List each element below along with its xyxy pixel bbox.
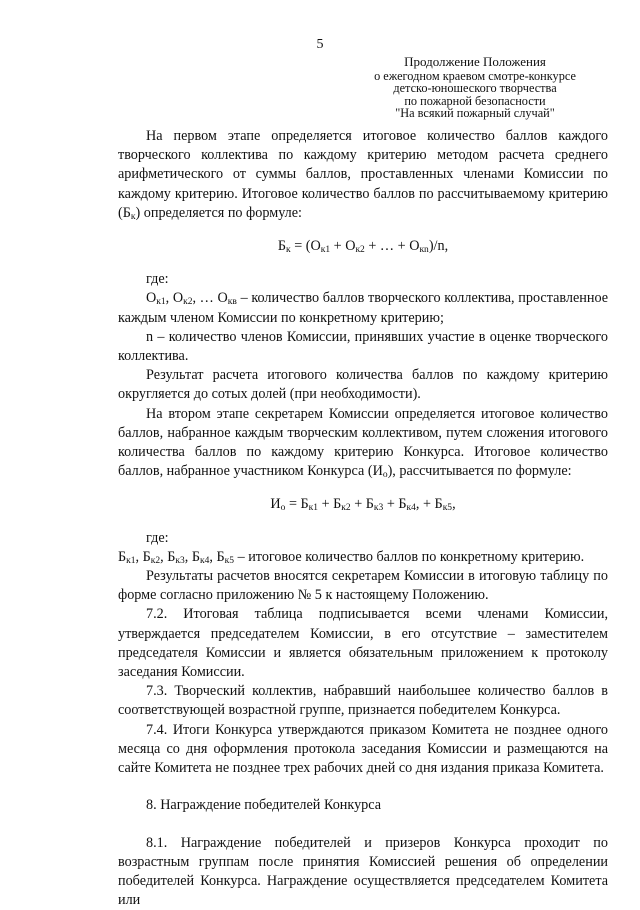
- header-line: "На всякий пожарный случай": [330, 107, 620, 119]
- header-line: детско-юношеского творчества: [330, 82, 620, 94]
- formula-total: $И_о = Б_{к1} + Б_{к2} + Б_{к3} + Б_{к4}$, + $Б_{к5}$,: [118, 495, 608, 514]
- paragraph: 7.3. Творческий коллектив, набравший наибольшее количество баллов в соответствующей возрастной группе, признается победителем Конкурса.: [118, 682, 608, 720]
- document-header: [330, 55, 620, 119]
- header-line: по пожарной безопасности: [330, 95, 620, 107]
- paragraph: 7.4. Итоги Конкурса утверждаются приказом Комитета не позднее одного месяца со дня оформления протокола заседания Комиссии и размещаются на сайте Комитета не позднее трех рабочих дней со дня издания приказа Комитета.: [118, 721, 608, 779]
- header-line: о ежегодном краевом смотре-конкурсе: [330, 70, 620, 82]
- header-line: Продолжение Положения: [330, 55, 620, 69]
- page-number: 5: [0, 37, 640, 53]
- where-label: где:: [118, 529, 608, 548]
- paragraph: Результаты расчетов вносятся секретарем Комиссии в итоговую таблицу по форме согласно приложению № 5 к настоящему Положению.: [118, 567, 608, 605]
- paragraph: Результат расчета итогового количества баллов по каждому критерию округляется до сотых долей (при необходимости).: [118, 366, 608, 404]
- formula-criterion: $Б_к = (О_{к1} + О_{к2}$ + … + $О_{кn})/n$,: [118, 237, 608, 256]
- paragraph: На втором этапе секретарем Комиссии определяется итоговое количество баллов, набранное каждым творческим коллективом, путем сложения итогового количества баллов по каждому критерию Конкурса. Итоговое количество баллов, набранное участником Конкурса $(И_о)$, рассчитывается по формуле:: [118, 405, 608, 482]
- document-body: [118, 127, 608, 910]
- paragraph: На первом этапе определяется итоговое количество баллов каждого творческого коллектива по каждому критерию методом расчета среднего арифметического от суммы баллов, проставленных членами Комиссии по каждому критерию. Итоговое количество баллов по рассчитываемому критерию $(Б_к)$ определяется по формуле:: [118, 127, 608, 223]
- section-heading: 8. Награждение победителей Конкурса: [118, 796, 608, 815]
- paragraph: 7.2. Итоговая таблица подписывается всеми членами Комиссии, утверждается председателем Комиссии, в его отсутствие – заместителем председателя Комиссии и является обязательным приложением к протоколу заседания Комиссии.: [118, 605, 608, 682]
- paragraph: 8.1. Награждение победителей и призеров Конкурса проходит по возрастным группам после принятия Комиссией решения об определении победителей Конкурса. Награждение осуществляется председателем Комитета или: [118, 834, 608, 910]
- definition: $О_{к1}$, $О_{к2}$, … $О_{кв}$ – количество баллов творческого коллектива, проставленное каждым членом Комиссии по конкретному критерию;: [118, 289, 608, 327]
- definition: n – количество членов Комиссии, принявших участие в оценке творческого коллектива.: [118, 328, 608, 366]
- definition: $Б_{к1}$, $Б_{к2}$, $Б_{к3}$, $Б_{к4}$, $Б_{к5}$ – итоговое количество баллов по конкретному критерию.: [118, 548, 608, 567]
- where-label: где:: [118, 270, 608, 289]
